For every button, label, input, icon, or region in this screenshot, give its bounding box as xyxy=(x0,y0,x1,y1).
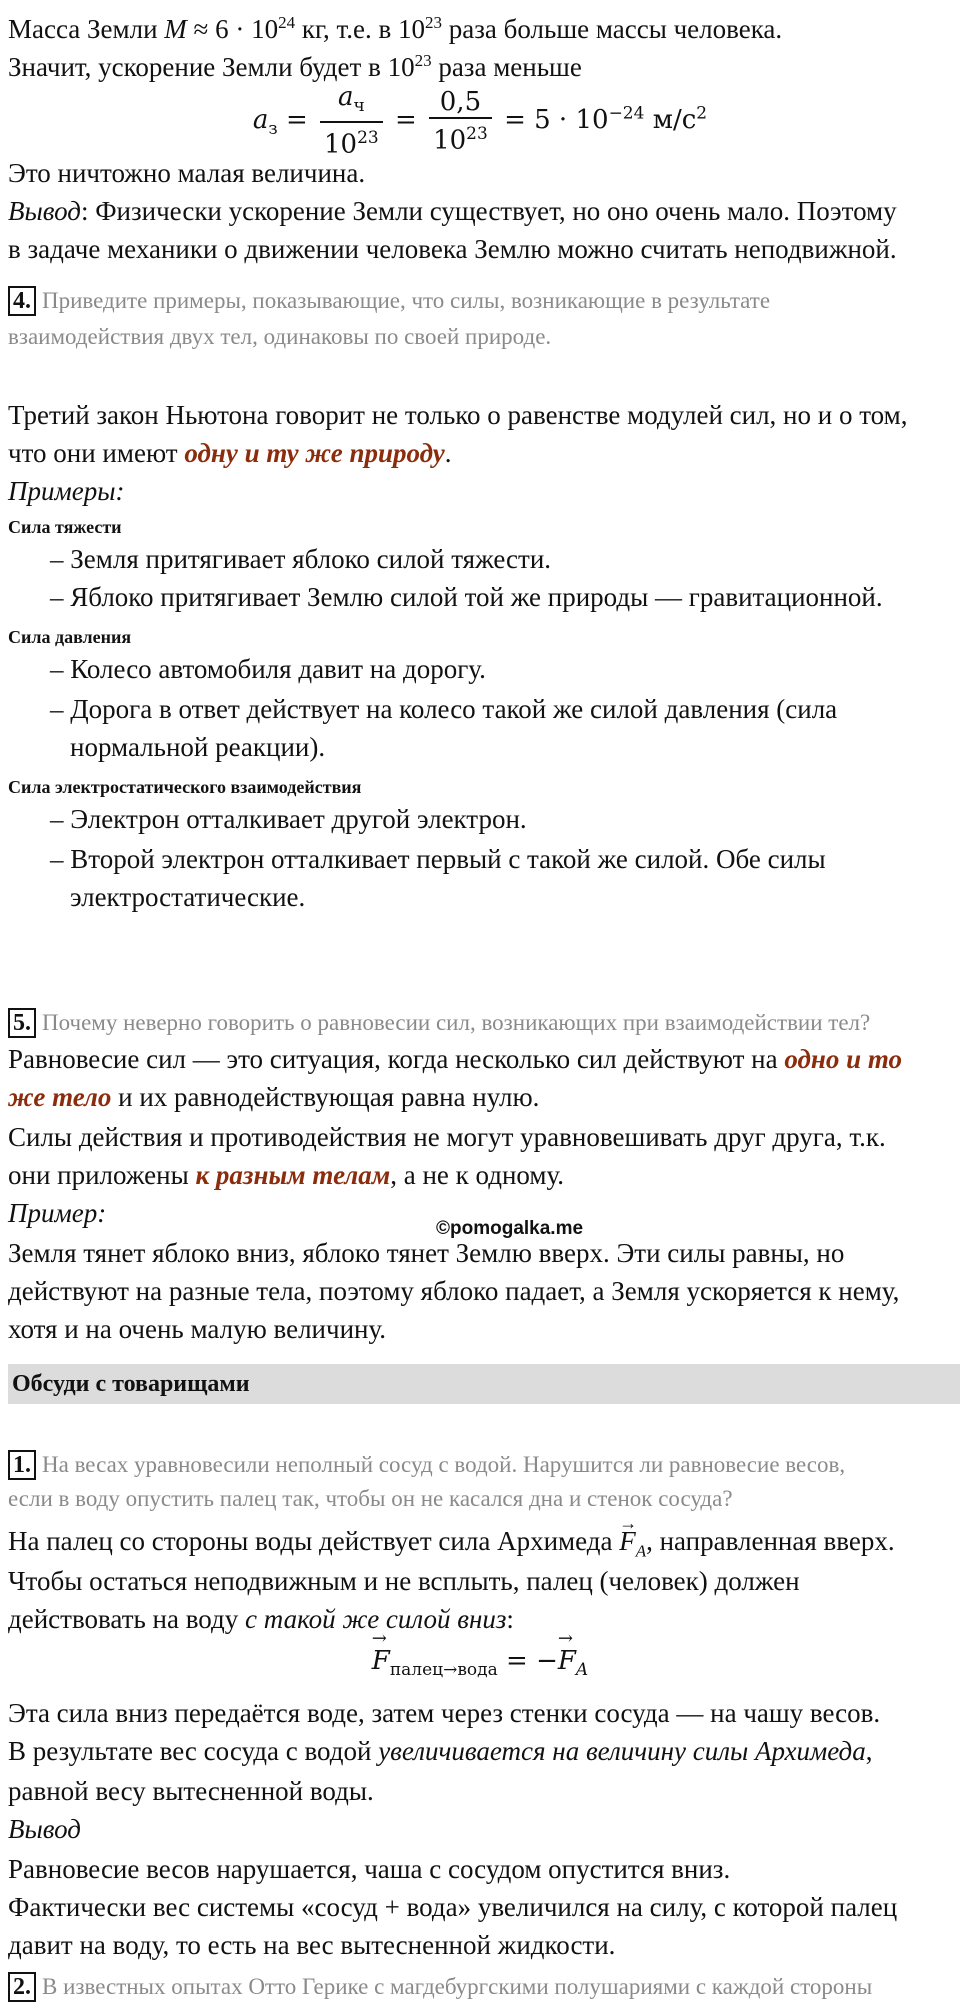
section-title: Обсуди с товарищами xyxy=(12,1371,250,1397)
text-line: действовать на воду с такой же силой вниз: xyxy=(8,1604,514,1634)
watermark: ©pomogalka.me xyxy=(436,1218,584,1239)
list-item-continuation: электростатические. xyxy=(70,882,306,912)
text-line: в задаче механики о движении человека Землю можно считать неподвижной. xyxy=(8,234,897,264)
text-line: В результате вес сосуда с водой увеличивается на величину силы Архимеда, xyxy=(8,1736,873,1766)
subheading: Сила давления xyxy=(8,627,132,647)
examples-label: Примеры: xyxy=(8,476,125,506)
text-line: Значит, ускорение Земли будет в $10^{23}$ раза меньше xyxy=(8,51,582,82)
text-line: На палец со стороны воды действует сила Архимеда → $F_A$, направленная вверх. xyxy=(8,1522,895,1570)
list-item: – Второй электрон отталкивает первый с такой же силой. Обе силы xyxy=(50,844,826,874)
question-5: 5. Почему неверно говорить о равновесии сил, возникающих при взаимодействии тел? xyxy=(8,1002,870,1042)
list-item-continuation: нормальной реакции). xyxy=(70,732,326,762)
text-line: Земля тянет яблоко вниз, яблоко тянет Землю вверх. Эти силы равны, но xyxy=(8,1238,845,1268)
list-item: – Колесо автомобиля давит на дорогу. xyxy=(50,654,486,684)
list-item: – Земля притягивает яблоко силой тяжести. xyxy=(50,544,552,574)
text-line: действуют на разные тела, поэтому яблоко падает, а Земля ускоряется к нему, xyxy=(8,1276,900,1306)
question-number: 5. xyxy=(8,1008,36,1038)
conclusion-label: Вывод xyxy=(8,1814,81,1844)
list-item: – Электрон отталкивает другой электрон. xyxy=(50,804,527,834)
text-line: хотя и на очень малую величину. xyxy=(8,1314,387,1344)
question-4: 4. Приведите примеры, показывающие, что силы, возникающие в результате xyxy=(8,280,770,320)
discussion-question-2: 2. В известных опытах Отто Герике с магдебургскими полушариями с каждой стороны xyxy=(8,1966,872,2006)
question-number: 1. xyxy=(8,1450,36,1480)
text-line: равной весу вытесненной воды. xyxy=(8,1776,374,1806)
text-line: Силы действия и противодействия не могут уравновешивать друг друга, т.к. xyxy=(8,1122,886,1152)
formula-force: → $F_{палец\to вода}$ = −→ $F_A$ xyxy=(8,1646,952,1680)
question-number: 2. xyxy=(8,1972,36,2002)
text-line: что они имеют одну и ту же природу. xyxy=(8,438,452,468)
text-line: же тело и их равнодействующая равна нулю. xyxy=(8,1082,540,1112)
section-header xyxy=(8,1364,960,1404)
question-text: взаимодействия двух тел, одинаковы по своей природе. xyxy=(8,324,552,349)
subheading: Сила электростатического взаимодействия xyxy=(8,777,362,797)
text-line: Это ничтожно малая величина. xyxy=(8,158,366,188)
text-line: давит на воду, то есть на вес вытесненной жидкости. xyxy=(8,1930,616,1960)
text-line: Эта сила вниз передаётся воде, затем через стенки сосуда — на чашу весов. xyxy=(8,1698,881,1728)
subheading: Сила тяжести xyxy=(8,517,122,537)
text-line: Равновесие сил — это ситуация, когда несколько сил действуют на одно и то xyxy=(8,1044,903,1074)
text-line: Масса Земли $M \approx 6 \cdot 10^{24}$ кг, т.е. в $10^{23}$ раза больше массы человека. xyxy=(8,13,783,44)
question-text: если в воду опустить палец так, чтобы он не касался дна и стенок сосуда? xyxy=(8,1486,733,1511)
text-line: Фактически вес системы «сосуд + вода» увеличился на силу, с которой палец xyxy=(8,1892,898,1922)
question-number: 4. xyxy=(8,286,36,316)
text-line: они приложены к разным телам, а не к одному. xyxy=(8,1160,565,1190)
discussion-question-1: 1. На весах уравновесили неполный сосуд с водой. Нарушится ли равновесие весов, xyxy=(8,1444,845,1484)
text-line: Вывод: Физически ускорение Земли существует, но оно очень мало. Поэтому xyxy=(8,196,897,226)
list-item: – Дорога в ответ действует на колесо такой же силой давления (сила xyxy=(50,694,838,724)
text-line: Равновесие весов нарушается, чаша с сосудом опустится вниз. xyxy=(8,1854,731,1884)
text-line: Третий закон Ньютона говорит не только о равенстве модулей сил, но и о том, xyxy=(8,400,908,430)
list-item: – Яблоко притягивает Землю силой той же природы — гравитационной. xyxy=(50,582,883,612)
example-label: Пример: xyxy=(8,1198,107,1228)
formula-acceleration: $a_з$ = $\frac{a_ч}{10^{23}}$ = $\frac{0,5}{10^{23}}$ = $5 \cdot 10^{-24}$ $м/с^2$ xyxy=(252,82,708,160)
text-line: Чтобы остаться неподвижным и не всплыть, палец (человек) должен xyxy=(8,1566,800,1596)
